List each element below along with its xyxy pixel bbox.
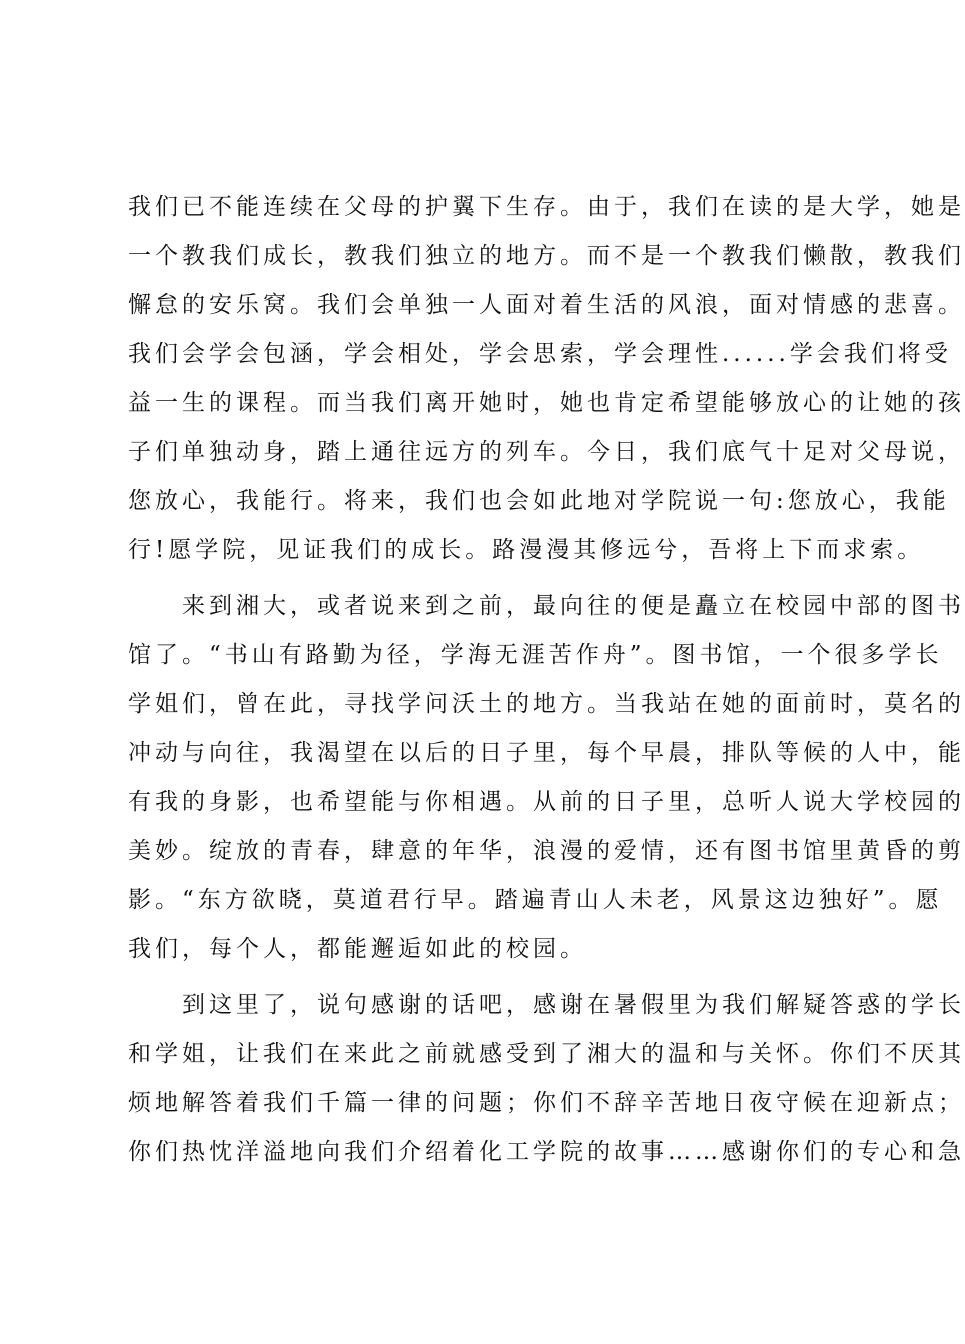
text-line: 来到湘大，或者说来到之前，最向往的便是矗立在校园中部的图书: [182, 593, 965, 619]
document-body: [128, 183, 965, 1184]
text-line: 一个教我们成长，教我们独立的地方。而不是一个教我们懒散，教我们: [128, 243, 965, 269]
text-line: 我们，每个人，都能邂逅如此的校园。: [128, 936, 587, 962]
text-line: 你们热忱洋溢地向我们介绍着化工学院的故事……感谢你们的专心和急: [128, 1139, 965, 1165]
text-line: 学姐们，曾在此，寻找学问沃土的地方。当我站在她的面前时，莫名的: [128, 691, 965, 717]
paragraph-3: [128, 981, 965, 1177]
text-line: 有我的身影，也希望能与你相遇。从前的日子里，总听人说大学校园的: [128, 789, 965, 815]
text-line: 到这里了，说句感谢的话吧，感谢在暑假里为我们解疑答惑的学长: [182, 992, 965, 1018]
text-line: 行!愿学院，见证我们的成长。路漫漫其修远兮，吾将上下而求索。: [128, 537, 925, 563]
text-line: 益一生的课程。而当我们离开她时，她也肯定希望能够放心的让她的孩: [128, 390, 965, 416]
paragraph-1: [128, 183, 965, 575]
text-line: 烦地解答着我们千篇一律的问题；你们不辞辛苦地日夜守候在迎新点；: [128, 1090, 965, 1116]
paragraph-2: [128, 582, 965, 974]
text-line: 美妙。绽放的青春，肆意的年华，浪漫的爱情，还有图书馆里黄昏的剪: [128, 838, 965, 864]
text-line: 冲动与向往，我渴望在以后的日子里，每个早晨，排队等候的人中，能: [128, 740, 965, 766]
text-line: 影。“东方欲晓，莫道君行早。踏遍青山人未老，风景这边独好”。愿: [128, 887, 943, 913]
text-line: 馆了。“书山有路勤为径，学海无涯苦作舟”。图书馆，一个很多学长: [128, 642, 943, 668]
text-line: 我们会学会包涵，学会相处，学会思索，学会理性......学会我们将受: [128, 341, 952, 367]
text-line: 懈怠的安乐窝。我们会单独一人面对着生活的风浪，面对情感的悲喜。: [128, 292, 965, 318]
text-line: 子们单独动身，踏上通往远方的列车。今日，我们底气十足对父母说，: [128, 439, 965, 465]
text-line: 您放心，我能行。将来，我们也会如此地对学院说一句:您放心，我能: [128, 488, 950, 514]
text-line: 我们已不能连续在父母的护翼下生存。由于，我们在读的是大学，她是: [128, 194, 965, 220]
text-line: 和学姐，让我们在来此之前就感受到了湘大的温和与关怀。你们不厌其: [128, 1041, 965, 1067]
